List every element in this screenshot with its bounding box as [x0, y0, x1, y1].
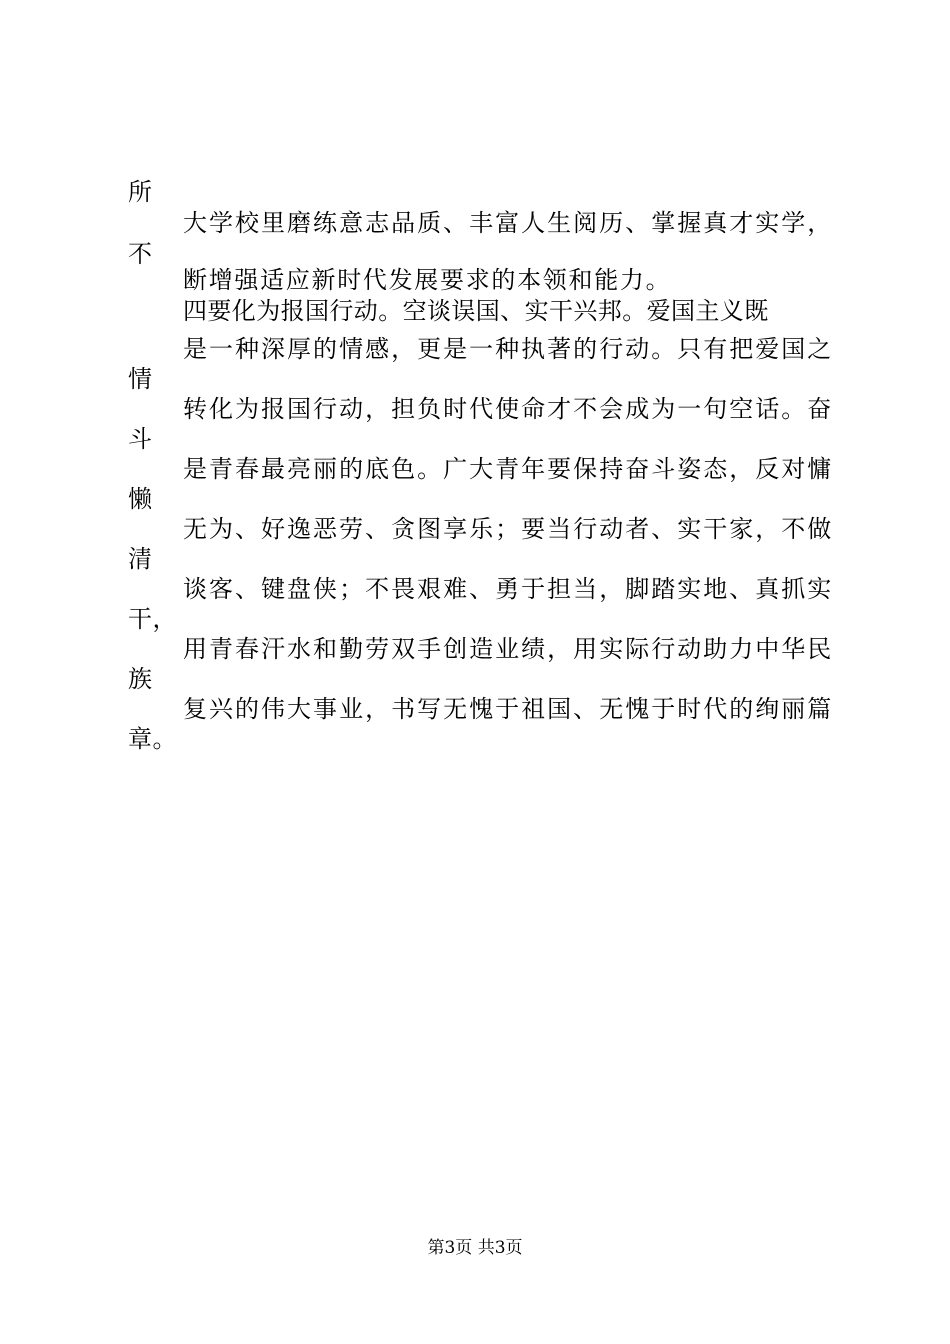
text-line: 谈客、键盘侠；不畏艰难、勇于担当，脚踏实地、真抓实 — [183, 575, 833, 603]
text-line: 断增强适应新时代发展要求的本领和能力。 — [183, 266, 672, 294]
text-line: 懒 — [128, 485, 153, 513]
text-line: 族 — [128, 665, 153, 693]
text-line: 斗 — [128, 425, 153, 453]
text-line: 是一种深厚的情感，更是一种执著的行动。只有把爱国之 — [183, 335, 833, 363]
text-line: 干， — [128, 605, 177, 633]
text-line: 章。 — [128, 725, 177, 753]
page-footer: 第3页 共3页 — [427, 1238, 523, 1258]
text-line: 无为、好逸恶劳、贪图享乐；要当行动者、实干家，不做 — [183, 515, 833, 543]
text-line: 复兴的伟大事业，书写无愧于祖国、无愧于时代的绚丽篇 — [183, 695, 833, 723]
text-line: 所 — [128, 178, 153, 206]
text-line: 清 — [128, 545, 153, 573]
text-line: 用青春汗水和勤劳双手创造业绩，用实际行动助力中华民 — [183, 635, 833, 663]
text-line: 情 — [128, 365, 153, 393]
text-line: 大学校里磨练意志品质、丰富人生阅历、掌握真才实学， — [183, 209, 833, 237]
text-line: 是青春最亮丽的底色。广大青年要保持奋斗姿态，反对慵 — [183, 455, 833, 483]
text-line: 不 — [128, 240, 153, 268]
text-line: 四要化为报国行动。空谈误国、实干兴邦。爱国主义既 — [183, 297, 769, 325]
text-line: 转化为报国行动，担负时代使命才不会成为一句空话。奋 — [183, 395, 833, 423]
